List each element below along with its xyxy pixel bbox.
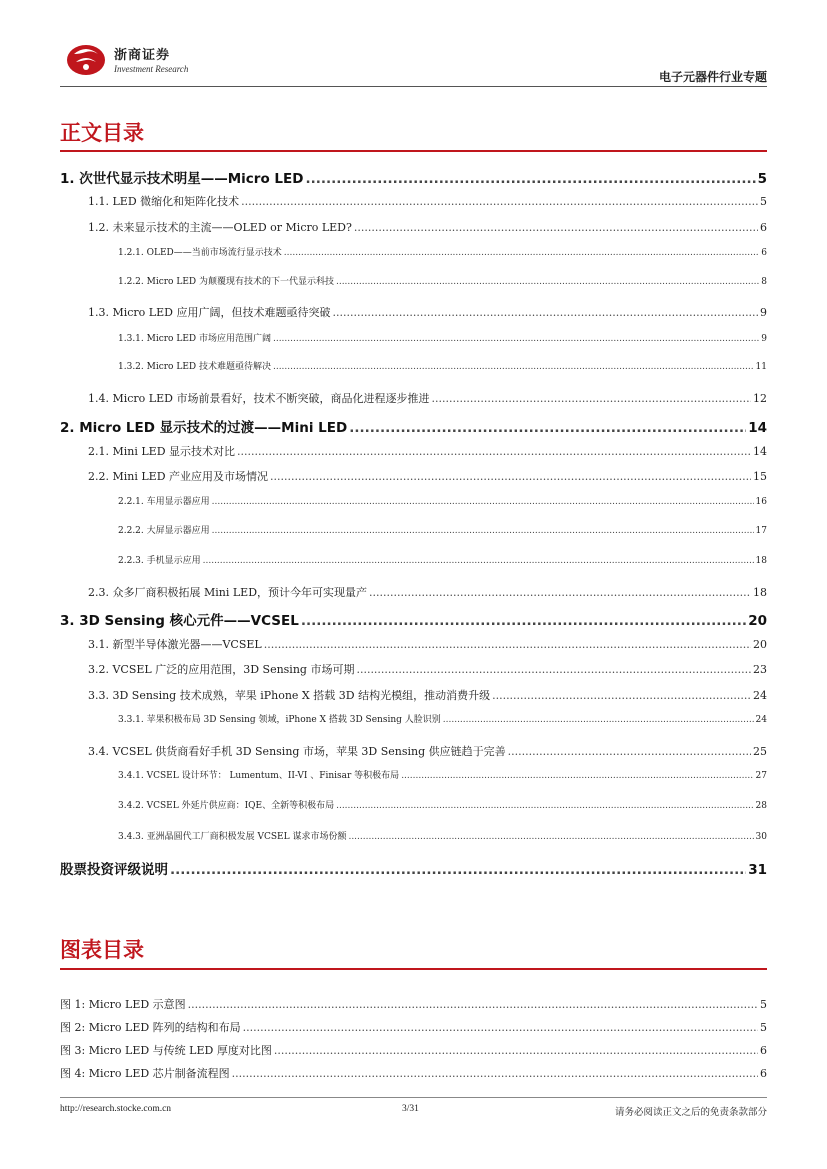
toc-entry-label: 2.2.2. 大屏显示器应用 xyxy=(118,526,210,536)
figure-entry-label: 图 3: Micro LED 与传统 LED 厚度对比图 xyxy=(60,1044,272,1057)
toc-entry-level-3[interactable] xyxy=(60,245,767,258)
figure-entry-label: 图 2: Micro LED 阵列的结构和布局 xyxy=(60,1021,241,1034)
dot-leader xyxy=(369,586,751,599)
toc-entry-label: 2.3. 众多厂商积极拓展 Mini LED，预计今年可实现量产 xyxy=(88,586,368,599)
toc-entry-level-3[interactable] xyxy=(60,712,767,725)
toc-entry-label: 2. Micro LED 显示技术的过渡——Mini LED xyxy=(60,420,348,436)
dot-leader xyxy=(354,221,758,234)
dot-leader xyxy=(431,392,751,405)
toc-entry-page: 18 xyxy=(755,556,767,566)
toc-entry-level-2[interactable] xyxy=(60,661,767,677)
figure-entry-page: 5 xyxy=(760,998,767,1011)
toc-entry-label: 3.3.1. 苹果积极布局 3D Sensing 领域，iPhone X 搭载 3D Sensing 人脸识别 xyxy=(118,715,441,725)
dot-leader xyxy=(273,362,754,372)
logo-icon xyxy=(66,40,106,76)
toc-entry-level-2[interactable] xyxy=(60,304,767,320)
toc-entry-level-3[interactable] xyxy=(60,829,767,842)
toc-entry-page: 6 xyxy=(761,248,767,258)
toc-entry-label: 1.2.1. OLED——当前市场流行显示技术 xyxy=(118,248,282,258)
dot-leader xyxy=(336,801,753,811)
dot-leader xyxy=(349,420,746,436)
toc-entry-label: 3. 3D Sensing 核心元件——VCSEL xyxy=(60,613,299,629)
toc-entry-page: 5 xyxy=(757,171,767,187)
logo-subtext: Investment Research xyxy=(114,64,189,74)
toc-entry-level-2[interactable] xyxy=(60,636,767,652)
toc-entry-page: 18 xyxy=(753,586,767,599)
toc-entry-page: 17 xyxy=(755,526,767,536)
toc-entry-label: 1.3.2. Micro LED 技术难题亟待解决 xyxy=(118,362,271,372)
dot-leader xyxy=(301,613,746,629)
dot-leader xyxy=(212,497,754,507)
toc-entry-label: 3.3. 3D Sensing 技术成熟，苹果 iPhone X 搭载 3D 结构光模组，推动消费升级 xyxy=(88,689,491,702)
toc-entry-page: 31 xyxy=(748,862,767,878)
dot-leader xyxy=(332,306,758,319)
disclaimer-note: 请务必阅读正文之后的免责条款部分 xyxy=(614,1107,767,1118)
dot-leader xyxy=(401,771,753,781)
toc-entry-label: 2.2.3. 手机显示应用 xyxy=(118,556,201,566)
figure-entry[interactable] xyxy=(60,996,767,1012)
toc-entry-level-2[interactable] xyxy=(60,584,767,600)
toc-entry-label: 1.4. Micro LED 市场前景看好，技术不断突破，商品化进程逐步推进 xyxy=(88,392,430,405)
toc-entry-label: 1.1. LED 微缩化和矩阵化技术 xyxy=(88,195,240,208)
toc-entry-page: 9 xyxy=(761,334,767,344)
dot-leader xyxy=(264,638,751,651)
dot-leader xyxy=(274,1044,758,1057)
toc-entry-label: 3.4.1. VCSEL 设计环节： Lumentum、II-VI 、Finisar 等积极布局 xyxy=(118,771,400,781)
toc-entry-label: 2.2.1. 车用显示器应用 xyxy=(118,497,210,507)
toc-entry-label: 3.1. 新型半导体激光器——VCSEL xyxy=(88,638,262,651)
header-divider xyxy=(60,86,767,87)
dot-leader xyxy=(273,334,759,344)
figure-entry[interactable] xyxy=(60,1019,767,1035)
toc-entry-page: 14 xyxy=(753,445,767,458)
toc-entry-page: 11 xyxy=(755,362,767,372)
toc-entry-page: 20 xyxy=(748,613,767,629)
toc-entry-label: 3.4.3. 亚洲晶圆代工厂商积极发展 VCSEL 谋求市场份额 xyxy=(118,832,347,842)
toc-entry-page: 8 xyxy=(761,277,767,287)
toc-entry-level-1[interactable] xyxy=(60,167,767,187)
toc-entry-level-2[interactable] xyxy=(60,743,767,759)
toc-entry-level-1[interactable] xyxy=(60,416,767,436)
dot-leader xyxy=(305,171,755,187)
dot-leader xyxy=(284,248,760,258)
toc-entry-page: 24 xyxy=(753,689,767,702)
toc-entry-page: 30 xyxy=(755,832,767,842)
toc-entry-page: 27 xyxy=(755,771,767,781)
toc-entry-level-1[interactable] xyxy=(60,609,767,629)
toc-entry-level-2[interactable] xyxy=(60,193,767,209)
toc-entry-level-1[interactable] xyxy=(60,858,767,878)
dot-leader xyxy=(443,715,754,725)
toc-entry-level-3[interactable] xyxy=(60,494,767,507)
figures-title: 图表目录 xyxy=(60,938,144,962)
toc-entry-label: 2.1. Mini LED 显示技术对比 xyxy=(88,445,236,458)
toc-entry-level-2[interactable] xyxy=(60,468,767,484)
toc-entry-page: 23 xyxy=(753,663,767,676)
dot-leader xyxy=(243,1021,758,1034)
dot-leader xyxy=(212,526,754,536)
dot-leader xyxy=(508,745,751,758)
footer-url-link[interactable]: http://research.stocke.com.cn xyxy=(60,1104,172,1114)
dot-leader xyxy=(348,832,753,842)
dot-leader xyxy=(241,195,758,208)
toc-entry-level-3[interactable] xyxy=(60,553,767,566)
toc-entry-level-2[interactable] xyxy=(60,687,767,703)
toc-entry-label: 3.4. VCSEL 供货商看好手机 3D Sensing 市场，苹果 3D Sensing 供应链趋于完善 xyxy=(88,745,506,758)
toc-entry-label: 1.2.2. Micro LED 为颠覆现有技术的下一代显示科技 xyxy=(118,277,334,287)
logo-text: 浙商证券 xyxy=(114,48,171,63)
toc-entry-level-2[interactable] xyxy=(60,390,767,406)
toc-entry-page: 12 xyxy=(753,392,767,405)
toc-entry-level-3[interactable] xyxy=(60,523,767,536)
toc-entry-label: 1.3.1. Micro LED 市场应用范围广阔 xyxy=(118,334,271,344)
toc-entry-label: 1.2. 未来显示技术的主流——OLED or Micro LED? xyxy=(88,221,352,234)
figure-entry[interactable] xyxy=(60,1065,767,1081)
dot-leader xyxy=(170,862,746,878)
toc-entry-page: 25 xyxy=(753,745,767,758)
toc-entry-page: 15 xyxy=(753,470,767,483)
figure-entry-label: 图 4: Micro LED 芯片制备流程图 xyxy=(60,1067,230,1080)
toc-entry-level-2[interactable] xyxy=(60,443,767,459)
document-type: 电子元器件行业专题 xyxy=(658,70,767,84)
dot-leader xyxy=(336,277,759,287)
dot-leader xyxy=(356,663,751,676)
dot-leader xyxy=(492,689,751,702)
dot-leader xyxy=(270,470,751,483)
toc-entry-page: 6 xyxy=(760,221,767,234)
dot-leader xyxy=(203,556,754,566)
toc-entry-label: 1.3. Micro LED 应用广阔，但技术难题亟待突破 xyxy=(88,306,331,319)
toc-entry-page: 5 xyxy=(760,195,767,208)
toc-entry-level-3[interactable] xyxy=(60,359,767,372)
dot-leader xyxy=(232,1067,758,1080)
toc-entry-page: 20 xyxy=(753,638,767,651)
toc-entry-level-3[interactable] xyxy=(60,768,767,781)
figures-title-rule xyxy=(60,968,767,970)
toc-entry-page: 24 xyxy=(755,715,767,725)
contents-title-rule xyxy=(60,150,767,152)
toc-entry-label: 股票投资评级说明 xyxy=(60,862,168,878)
contents-title: 正文目录 xyxy=(60,121,144,145)
page-number: 3/31 xyxy=(402,1104,419,1114)
figure-entry[interactable] xyxy=(60,1042,767,1058)
toc-entry-page: 14 xyxy=(748,420,767,436)
figure-entry-label: 图 1: Micro LED 示意图 xyxy=(60,998,186,1011)
toc-entry-page: 16 xyxy=(755,497,767,507)
toc-entry-level-3[interactable] xyxy=(60,798,767,811)
toc-entry-label: 1. 次世代显示技术明星——Micro LED xyxy=(60,171,304,187)
figure-entry-page: 6 xyxy=(760,1067,767,1080)
figure-entry-page: 5 xyxy=(760,1021,767,1034)
toc-entry-level-2[interactable] xyxy=(60,219,767,235)
toc-entry-level-3[interactable] xyxy=(60,274,767,287)
toc-entry-level-3[interactable] xyxy=(60,331,767,344)
footer-divider xyxy=(60,1097,767,1098)
toc-entry-page: 28 xyxy=(755,801,767,811)
toc-entry-page: 9 xyxy=(760,306,767,319)
dot-leader xyxy=(188,998,758,1011)
figure-entry-page: 6 xyxy=(760,1044,767,1057)
page-header xyxy=(0,0,827,90)
toc-entry-label: 3.4.2. VCSEL 外延片供应商：IQE、全新等积极布局 xyxy=(118,801,335,811)
dot-leader xyxy=(237,445,751,458)
toc-entry-label: 3.2. VCSEL 广泛的应用范围，3D Sensing 市场可期 xyxy=(88,663,355,676)
toc-entry-label: 2.2. Mini LED 产业应用及市场情况 xyxy=(88,470,269,483)
